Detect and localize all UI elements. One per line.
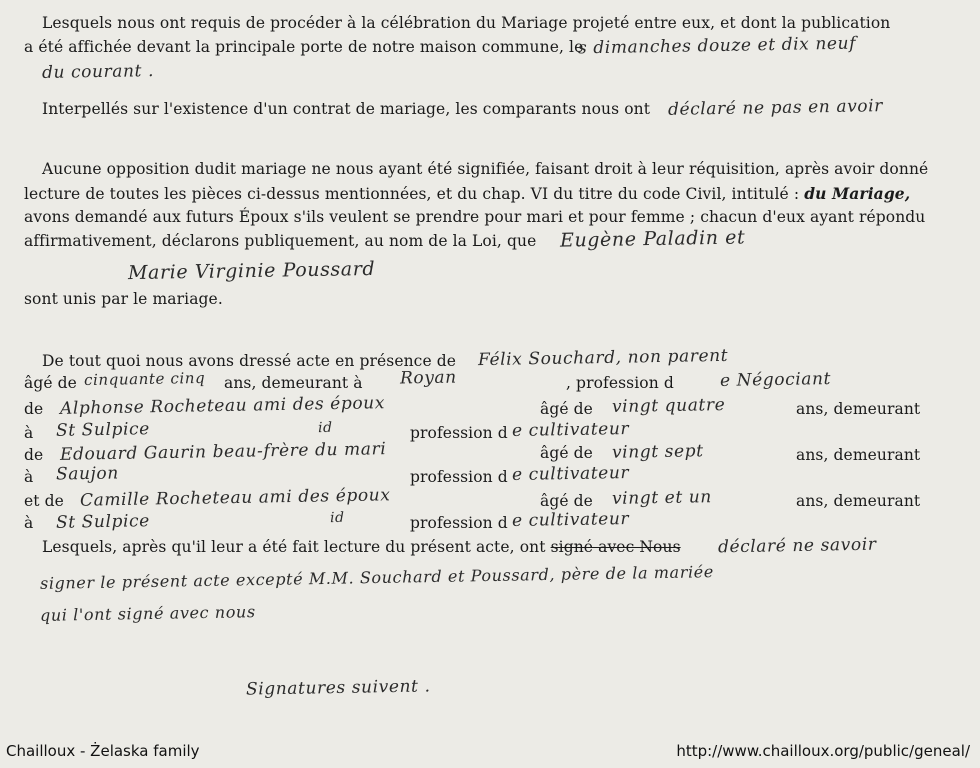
- witness-intro-line: De tout quoi nous avons dressé acte en présence de: [42, 352, 457, 370]
- witness-2-residence-handwritten: St Sulpice: [55, 419, 150, 441]
- witness-4-et-de-label: et de: [24, 492, 64, 510]
- closing-handwritten-2: signer le présent acte excepté M.M. Souchard et Poussard, père de la mariée: [39, 562, 714, 593]
- witness-3-a-label: à: [24, 468, 34, 486]
- witness-3-residence-label: ans, demeurant: [796, 446, 921, 464]
- witness-2-de-label: de: [24, 400, 44, 418]
- bride-name-handwritten: Marie Virginie Poussard: [127, 257, 376, 285]
- witness-3-name-handwritten: Edouard Gaurin beau-frère du mari: [59, 439, 387, 465]
- witness-4-age-handwritten: vingt et un: [611, 487, 713, 509]
- signatures-note-handwritten: Signatures suivent .: [245, 676, 431, 700]
- du-mariage-label: du Mariage,: [804, 184, 911, 203]
- witness-1-age-handwritten: cinquante cinq: [83, 368, 206, 390]
- publication-dates-handwritten: s dimanches douze et dix neuf: [577, 33, 857, 59]
- witness-3-age-label: âgé de: [540, 444, 593, 462]
- witness-1-residence-handwritten: Royan: [399, 367, 457, 389]
- publication-dates-handwritten-2: du courant .: [41, 61, 155, 83]
- opposition-line-2: [24, 184, 910, 203]
- closing-handwritten-3: qui l'ont signé avec nous: [39, 602, 256, 625]
- contract-answer-handwritten: déclaré ne pas en avoir: [667, 96, 884, 120]
- contract-question-line: Interpellés sur l'existence d'un contrat de mariage, les comparants nous ont: [42, 100, 651, 118]
- witness-4-age-label: âgé de: [540, 492, 593, 510]
- groom-name-handwritten: Eugène Paladin et: [559, 226, 746, 252]
- opposition-line-1: Aucune opposition dudit mariage ne nous ayant été signifiée, faisant droit à leur réquisition, après avoir donné: [42, 160, 929, 178]
- witness-1-name-handwritten: Félix Souchard, non parent: [477, 345, 729, 371]
- witness-3-residence-handwritten: Saujon: [55, 463, 119, 485]
- witness-1-profession-label: , profession d: [566, 374, 674, 392]
- witness-2-age-handwritten: vingt quatre: [611, 395, 726, 417]
- witness-2-residence-idem-handwritten: id: [317, 419, 333, 437]
- closing-struck-text: signé avec Nous: [550, 538, 681, 556]
- witness-1-residence-label: ans, demeurant à: [224, 374, 363, 392]
- witness-2-profession-handwritten: e cultivateur: [511, 418, 630, 442]
- witness-3-profession-label: profession d: [410, 468, 508, 486]
- witness-2-age-label: âgé de: [540, 400, 593, 418]
- footer-family-credit: Chailloux - Żelaska family: [6, 742, 200, 760]
- witness-3-profession-handwritten: e cultivateur: [511, 462, 630, 486]
- witness-4-profession-label: profession d: [410, 514, 508, 532]
- closing-text: Lesquels, après qu'il leur a été fait lecture du présent acte, ont: [42, 538, 546, 556]
- opposition-line-2-text: lecture de toutes les pièces ci-dessus mentionnées, et du chap. VI du titre du code Civil, intitulé :: [24, 185, 800, 203]
- witness-2-a-label: à: [24, 424, 34, 442]
- witness-2-residence-label: ans, demeurant: [796, 400, 921, 418]
- footer-website-link[interactable]: http://www.chailloux.org/public/geneal/: [676, 742, 970, 760]
- witness-4-residence-handwritten: St Sulpice: [55, 511, 150, 533]
- opposition-line-4: affirmativement, déclarons publiquement, au nom de la Loi, que: [24, 232, 537, 250]
- witness-4-residence-label: ans, demeurant: [796, 492, 921, 510]
- publication-line-2: a été affichée devant la principale porte de notre maison commune, le: [24, 38, 584, 56]
- witness-3-age-handwritten: vingt sept: [611, 441, 704, 463]
- witness-3-de-label: de: [24, 446, 44, 464]
- opposition-line-3: avons demandé aux futurs Époux s'ils veulent se prendre pour mari et pour femme ; chacun d'eux ayant répondu: [24, 208, 926, 226]
- witness-4-name-handwritten: Camille Rocheteau ami des époux: [79, 485, 391, 511]
- publication-line-1: Lesquels nous ont requis de procéder à la célébration du Mariage projeté entre eux, et dont la publication: [42, 14, 891, 32]
- closing-handwritten-1: déclaré ne savoir: [717, 534, 877, 558]
- witness-2-name-handwritten: Alphonse Rocheteau ami des époux: [59, 393, 386, 419]
- witness-4-a-label: à: [24, 514, 34, 532]
- witness-4-profession-handwritten: e cultivateur: [511, 508, 630, 532]
- united-by-marriage-line: sont unis par le mariage.: [24, 290, 223, 308]
- witness-4-residence-idem-handwritten: id: [329, 509, 345, 527]
- closing-line: [42, 538, 681, 556]
- witness-1-profession-handwritten: e Négociant: [719, 369, 832, 391]
- witness-1-age-label: âgé de: [24, 374, 77, 392]
- witness-2-profession-label: profession d: [410, 424, 508, 442]
